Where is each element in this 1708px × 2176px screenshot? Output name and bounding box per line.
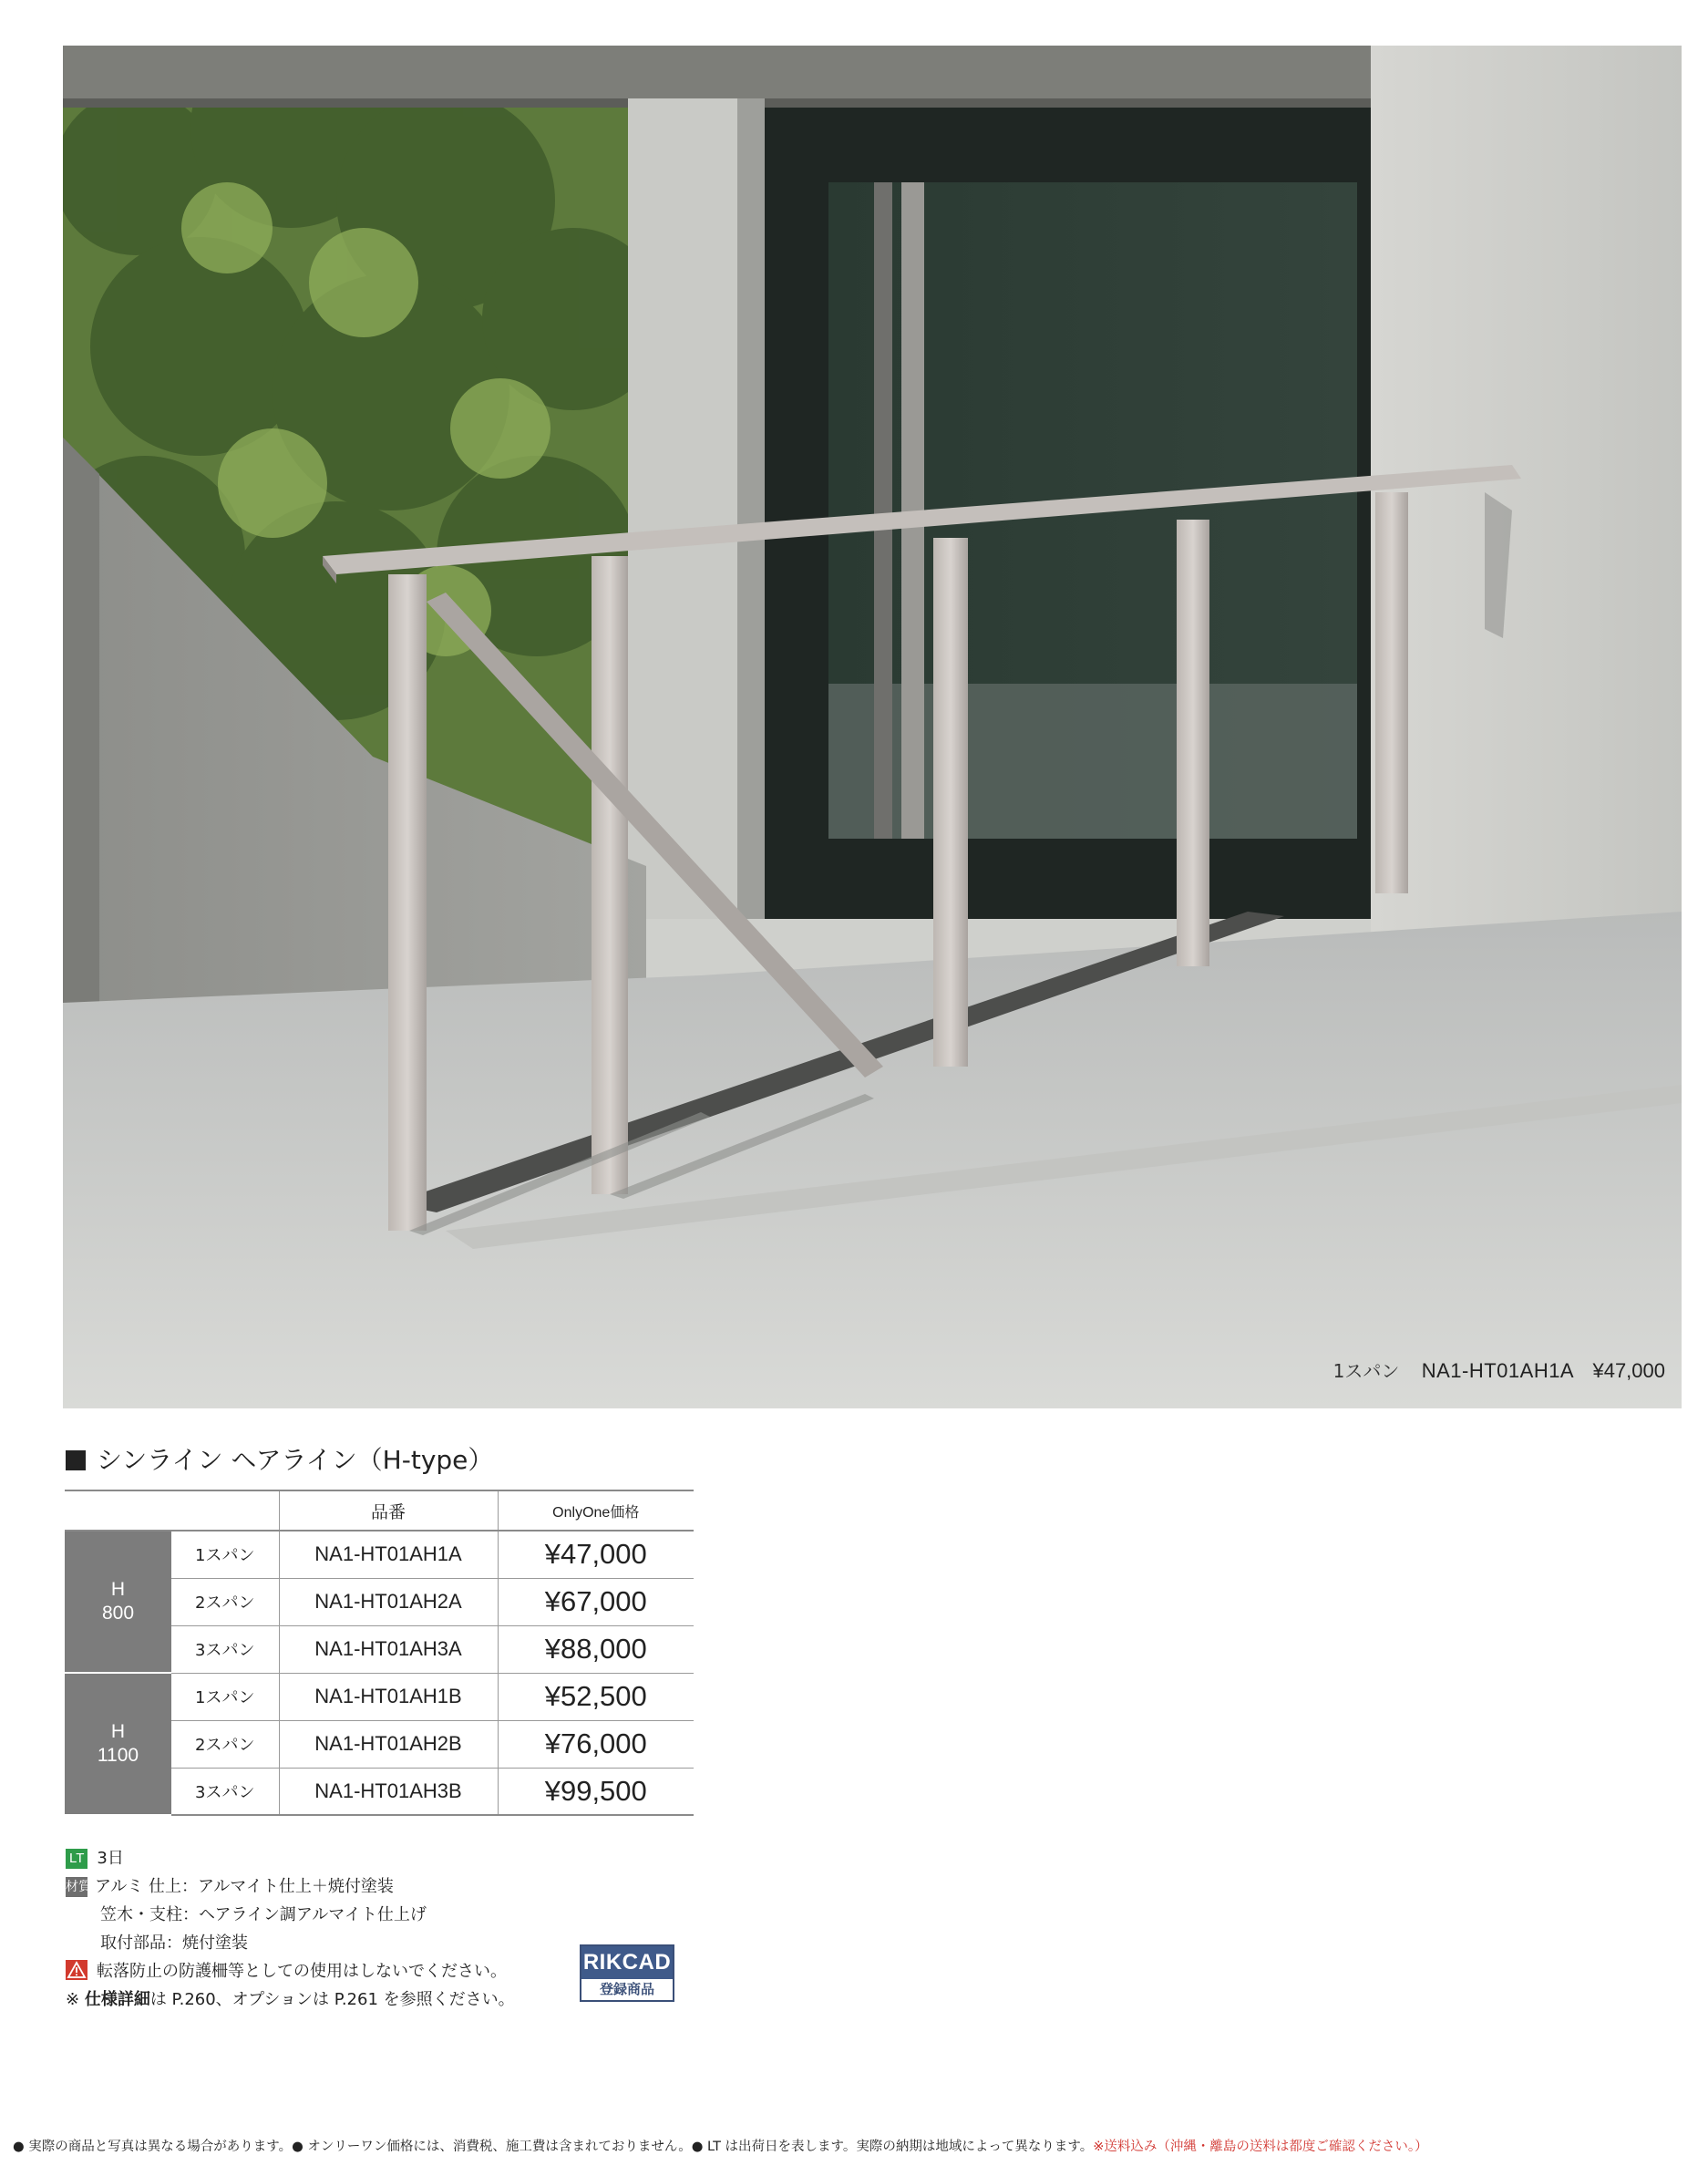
span-cell: 2スパン [171, 1578, 279, 1625]
footer-shipping-note: ※送料込み（沖縄・離島の送料は都度ご確認ください。） [1093, 2140, 1428, 2154]
section-title [66, 1440, 493, 1477]
price-cell: ¥52,500 [498, 1673, 694, 1720]
material-row [66, 1872, 515, 1901]
height-cell-h800 [65, 1531, 171, 1673]
product-code-cell: NA1-HT01AH2A [279, 1578, 498, 1625]
height-cell-h1100 [65, 1673, 171, 1815]
rikcad-logo-top: RIKCAD [581, 1946, 673, 1979]
caption-span: 1スパン [1332, 1360, 1400, 1382]
span-cell: 3スパン [171, 1768, 279, 1815]
table-row [65, 1531, 694, 1578]
warning-icon [66, 1960, 87, 1980]
product-code-cell: NA1-HT01AH1A [279, 1531, 498, 1578]
material-line-3: 取付部品：焼付塗装 [100, 1934, 248, 1953]
footer-text: ● 実際の商品と写真は異なる場合があります。● オンリーワン価格には、消費税、施工費は含まれておりません。● LT は出荷日を表します。実際の納期は地域によって異なります。 [13, 2140, 1094, 2154]
material-badge: 材質 [66, 1877, 87, 1897]
spec-bold: 仕様詳細 [84, 1990, 150, 2009]
header-product-code: 品番 [279, 1490, 498, 1531]
lead-time-row [66, 1844, 515, 1872]
span-cell: 1スパン [171, 1531, 279, 1578]
price-table [65, 1490, 694, 1816]
material-line-1: アルミ 仕上：アルマイト仕上＋焼付塗装 [95, 1877, 394, 1896]
notes [66, 1844, 515, 2014]
table-header-empty [65, 1490, 279, 1531]
table-header-row [65, 1490, 694, 1531]
product-code-cell: NA1-HT01AH3B [279, 1768, 498, 1815]
footer-notes [13, 2136, 1428, 2155]
product-code-cell: NA1-HT01AH2B [279, 1720, 498, 1768]
price-cell: ¥99,500 [498, 1768, 694, 1815]
height-value: 1100 [97, 1745, 139, 1766]
rikcad-logo [580, 1944, 674, 2002]
product-photo [63, 46, 1682, 1408]
photo-caption [1333, 1356, 1665, 1383]
spec-rest: は P.260、オプションは P.261 を参照ください。 [149, 1990, 515, 2009]
product-code-cell: NA1-HT01AH3A [279, 1625, 498, 1673]
height-value: 800 [101, 1603, 135, 1624]
material-line-2: 笠木・支柱：ヘアライン調アルマイト仕上げ [100, 1905, 427, 1924]
price-cell: ¥47,000 [498, 1531, 694, 1578]
railing-photo-illustration [63, 46, 1682, 1408]
price-cell: ¥67,000 [498, 1578, 694, 1625]
spec-reference-row [66, 1985, 515, 2014]
table-row [65, 1673, 694, 1720]
height-label: H [110, 1720, 126, 1742]
square-bullet-icon [66, 1450, 86, 1470]
caption-price: ¥47,000 [1592, 1359, 1665, 1382]
price-cell: ¥76,000 [498, 1720, 694, 1768]
span-cell: 1スパン [171, 1673, 279, 1720]
height-label: H [110, 1578, 126, 1600]
product-code-cell: NA1-HT01AH1B [279, 1673, 498, 1720]
spec-prefix: ※ [66, 1990, 80, 2009]
header-onlyone-price: OnlyOne価格 [498, 1490, 694, 1531]
lead-time-value: 3日 [97, 1849, 124, 1868]
span-cell: 3スパン [171, 1625, 279, 1673]
span-cell: 2スパン [171, 1720, 279, 1768]
rikcad-logo-bottom: 登録商品 [599, 1981, 654, 1997]
lt-badge: LT [66, 1849, 87, 1869]
caption-product-code: NA1-HT01AH1A [1421, 1359, 1575, 1382]
warning-row [66, 1957, 515, 1985]
warning-text: 転落防止の防護柵等としての使用はしないでください。 [97, 1962, 507, 1981]
price-cell: ¥88,000 [498, 1625, 694, 1673]
section-title-text: シンライン ヘアライン（H-type） [97, 1445, 494, 1475]
